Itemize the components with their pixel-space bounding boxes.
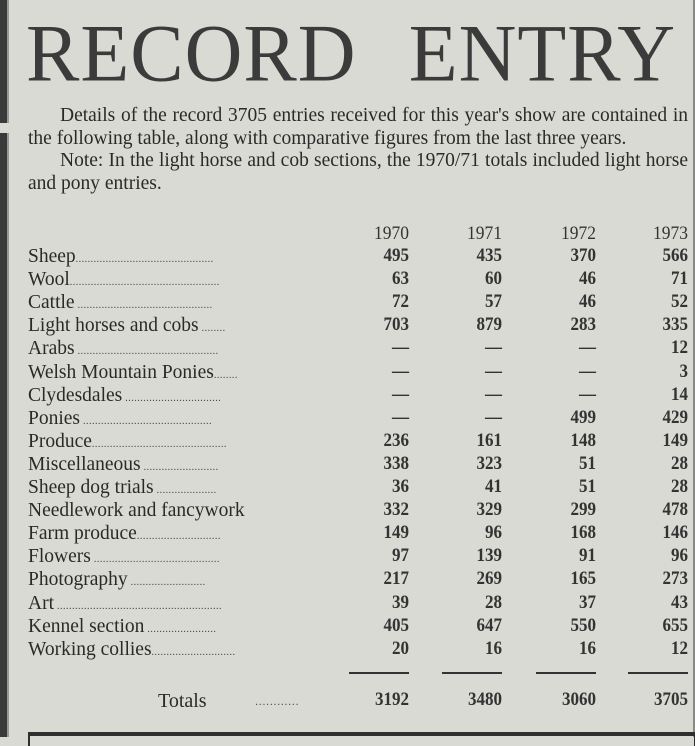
entry-count: — — [484, 361, 502, 382]
entry-count: 60 — [484, 269, 502, 290]
category-label — [28, 407, 313, 433]
left-border-rule — [0, 0, 9, 123]
category-label — [28, 245, 313, 271]
leader-dots: ............................................. — [91, 438, 227, 450]
year-header-row — [0, 222, 695, 245]
entry-count: 299 — [570, 500, 596, 521]
category-name: Art — [28, 592, 54, 614]
category-name: Cattle — [28, 292, 75, 314]
table-row — [0, 592, 695, 615]
entry-count: 283 — [570, 315, 596, 336]
entry-count: 43 — [670, 592, 688, 613]
entry-count: 20 — [391, 638, 409, 659]
sum-rule — [442, 672, 502, 674]
entry-count: — — [484, 384, 502, 405]
table-row — [0, 638, 695, 661]
category-label — [28, 453, 313, 479]
entry-count: 329 — [476, 500, 502, 521]
table-row — [0, 615, 695, 638]
category-name: Sheep dog trials — [28, 477, 154, 498]
table-row — [0, 384, 695, 407]
entry-count: — — [484, 407, 502, 428]
entry-count: 338 — [383, 453, 409, 474]
category-label — [28, 268, 313, 294]
entry-count: 28 — [484, 592, 502, 613]
leader-dots: .................... — [153, 485, 217, 496]
category-name: Arabs — [28, 338, 75, 360]
leader-dots: ............................................. — [74, 300, 213, 312]
entry-count: — — [391, 384, 409, 405]
entry-count: — — [578, 384, 596, 405]
total-value: 3060 — [561, 690, 596, 710]
category-label — [28, 592, 313, 618]
category-name: Clydesdales — [28, 384, 123, 406]
category-name: Produce — [28, 430, 92, 452]
entry-count: 36 — [391, 477, 409, 497]
entry-count: 46 — [578, 292, 596, 313]
table-row — [0, 407, 695, 430]
entry-count: 335 — [662, 315, 688, 336]
entry-count: — — [578, 338, 596, 359]
category-name: Sheep — [28, 246, 76, 267]
entry-count: — — [391, 338, 409, 359]
total-value: 3705 — [653, 690, 688, 710]
year-header: 1972 — [561, 223, 596, 244]
intro-paragraph: Details of the record 3705 entries received for this year's show are contained in the following table, along with comparative figures from the last three years. — [28, 105, 688, 149]
table-row — [0, 453, 695, 476]
entry-count: — — [391, 407, 409, 428]
entry-count: 71 — [670, 269, 688, 290]
entry-count: 96 — [670, 546, 688, 567]
entry-count: 96 — [484, 523, 502, 544]
entry-count: 655 — [662, 615, 688, 636]
entry-count: — — [391, 361, 409, 382]
category-label — [28, 545, 313, 571]
entry-count: 12 — [670, 638, 688, 659]
entry-count: 148 — [570, 430, 596, 451]
entry-count: 149 — [662, 430, 688, 451]
table-row — [0, 499, 695, 522]
leader-dots: ......................... — [127, 577, 206, 589]
entry-count: 323 — [476, 453, 502, 474]
total-value: 3480 — [467, 690, 502, 710]
entry-count: 879 — [476, 315, 502, 336]
entry-count: 14 — [670, 384, 688, 405]
category-name: Kennel section — [28, 615, 145, 637]
entry-count: 236 — [383, 430, 409, 451]
entry-count: 39 — [391, 592, 409, 613]
entry-count: 3 — [679, 361, 688, 382]
table-row — [0, 361, 695, 384]
entry-count: 16 — [484, 638, 502, 659]
leader-dots: .......................................... — [90, 554, 220, 566]
entry-count: 273 — [662, 569, 688, 590]
entry-count: 370 — [570, 246, 596, 266]
entry-count: — — [484, 338, 502, 359]
leader-dots: ................................ — [122, 392, 222, 404]
entry-count: 429 — [662, 407, 688, 428]
category-label — [28, 638, 313, 664]
leader-dots: .................................................. — [69, 277, 220, 289]
entry-count: — — [578, 361, 596, 382]
leader-dots: ............................ — [151, 646, 236, 658]
category-name: Flowers — [28, 546, 91, 568]
category-label — [28, 384, 313, 410]
category-name: Working collies — [28, 638, 152, 660]
table-row — [0, 245, 695, 268]
headline-word-2: ENTRY — [408, 9, 676, 99]
entry-count: 37 — [578, 592, 596, 613]
sum-rule — [628, 672, 688, 674]
category-name: Light horses and cobs — [28, 315, 199, 337]
entry-count: 97 — [391, 546, 409, 567]
table-row — [0, 314, 695, 337]
leader-dots: ....................... — [144, 623, 217, 635]
entry-count: 46 — [578, 269, 596, 290]
leader-dots: ............................................... — [74, 346, 219, 358]
entry-count: 28 — [670, 477, 688, 497]
entry-count: 149 — [383, 523, 409, 544]
table-row — [0, 545, 695, 568]
year-header: 1973 — [653, 223, 688, 244]
intro-note: Note: In the light horse and cob sections, the 1970/71 totals included light horse and pony entries. — [28, 150, 688, 194]
category-name: Photography — [28, 569, 128, 591]
entry-count: 51 — [578, 453, 596, 474]
entry-count: 63 — [391, 269, 409, 290]
entry-count: 550 — [570, 615, 596, 636]
entry-count: 647 — [476, 615, 502, 636]
category-label — [28, 361, 313, 387]
entry-count: 72 — [391, 292, 409, 313]
category-name: Ponies — [28, 407, 81, 429]
entry-count: 405 — [383, 615, 409, 636]
entry-count: 269 — [476, 569, 502, 590]
table-row — [0, 291, 695, 314]
leader-dots: ......................... — [140, 461, 219, 473]
category-label — [28, 291, 313, 317]
entry-count: 52 — [670, 292, 688, 313]
category-name: Wool — [28, 269, 70, 291]
table-row — [0, 268, 695, 291]
entry-count: 478 — [662, 500, 688, 521]
table-row — [0, 476, 695, 499]
leader-dots: ............................ — [136, 531, 221, 543]
category-label — [28, 314, 313, 340]
totals-row — [0, 689, 695, 712]
entry-count: 139 — [476, 546, 502, 567]
category-label — [28, 615, 313, 641]
leader-dots: ....................................................... — [54, 600, 222, 612]
year-header: 1970 — [374, 223, 409, 244]
next-article-box-border — [28, 732, 695, 746]
total-value: 3192 — [374, 690, 409, 710]
category-name: Farm produce — [28, 523, 137, 545]
entry-count: 51 — [578, 477, 596, 497]
entry-count: 495 — [383, 246, 409, 266]
entry-count: 146 — [662, 523, 688, 544]
entry-count: 161 — [476, 430, 502, 451]
sum-rule — [349, 672, 409, 674]
category-label — [28, 568, 313, 594]
entry-count: 57 — [484, 292, 502, 313]
entry-count: 332 — [383, 500, 409, 521]
leader-dots: ............ — [255, 697, 300, 708]
category-name: Miscellaneous — [28, 453, 141, 475]
sum-rule — [536, 672, 596, 674]
totals-label: Totals — [158, 690, 207, 712]
entry-count: 566 — [662, 246, 688, 266]
entry-count: 435 — [476, 246, 502, 266]
entry-count: 165 — [570, 569, 596, 590]
intro-text — [28, 105, 688, 195]
category-label — [28, 430, 313, 456]
table-row — [0, 568, 695, 591]
category-label — [28, 337, 313, 363]
leader-dots: ........ — [213, 369, 238, 381]
table-row — [0, 337, 695, 360]
entry-count: 41 — [484, 477, 502, 497]
table-row — [0, 522, 695, 545]
leader-dots: ........................................... — [80, 415, 213, 427]
entry-count: 16 — [578, 638, 596, 659]
category-name: Welsh Mountain Ponies — [28, 361, 214, 383]
entry-count: 28 — [670, 453, 688, 474]
entry-count: 168 — [570, 523, 596, 544]
category-label — [28, 499, 313, 525]
leader-dots: .............................................. — [75, 254, 214, 265]
category-label — [28, 522, 313, 548]
entry-count: 217 — [383, 569, 409, 590]
table-row — [0, 430, 695, 453]
year-header: 1971 — [467, 223, 502, 244]
headline-word-1: RECORD — [26, 9, 357, 99]
leader-dots: ........ — [198, 323, 226, 335]
entry-count: 12 — [670, 338, 688, 359]
entry-count: 499 — [570, 407, 596, 428]
entry-count: 91 — [578, 546, 596, 567]
category-label — [28, 476, 313, 502]
category-name: Needlework and fancywork — [28, 500, 245, 522]
entry-count: 703 — [383, 315, 409, 336]
headline — [26, 9, 676, 99]
